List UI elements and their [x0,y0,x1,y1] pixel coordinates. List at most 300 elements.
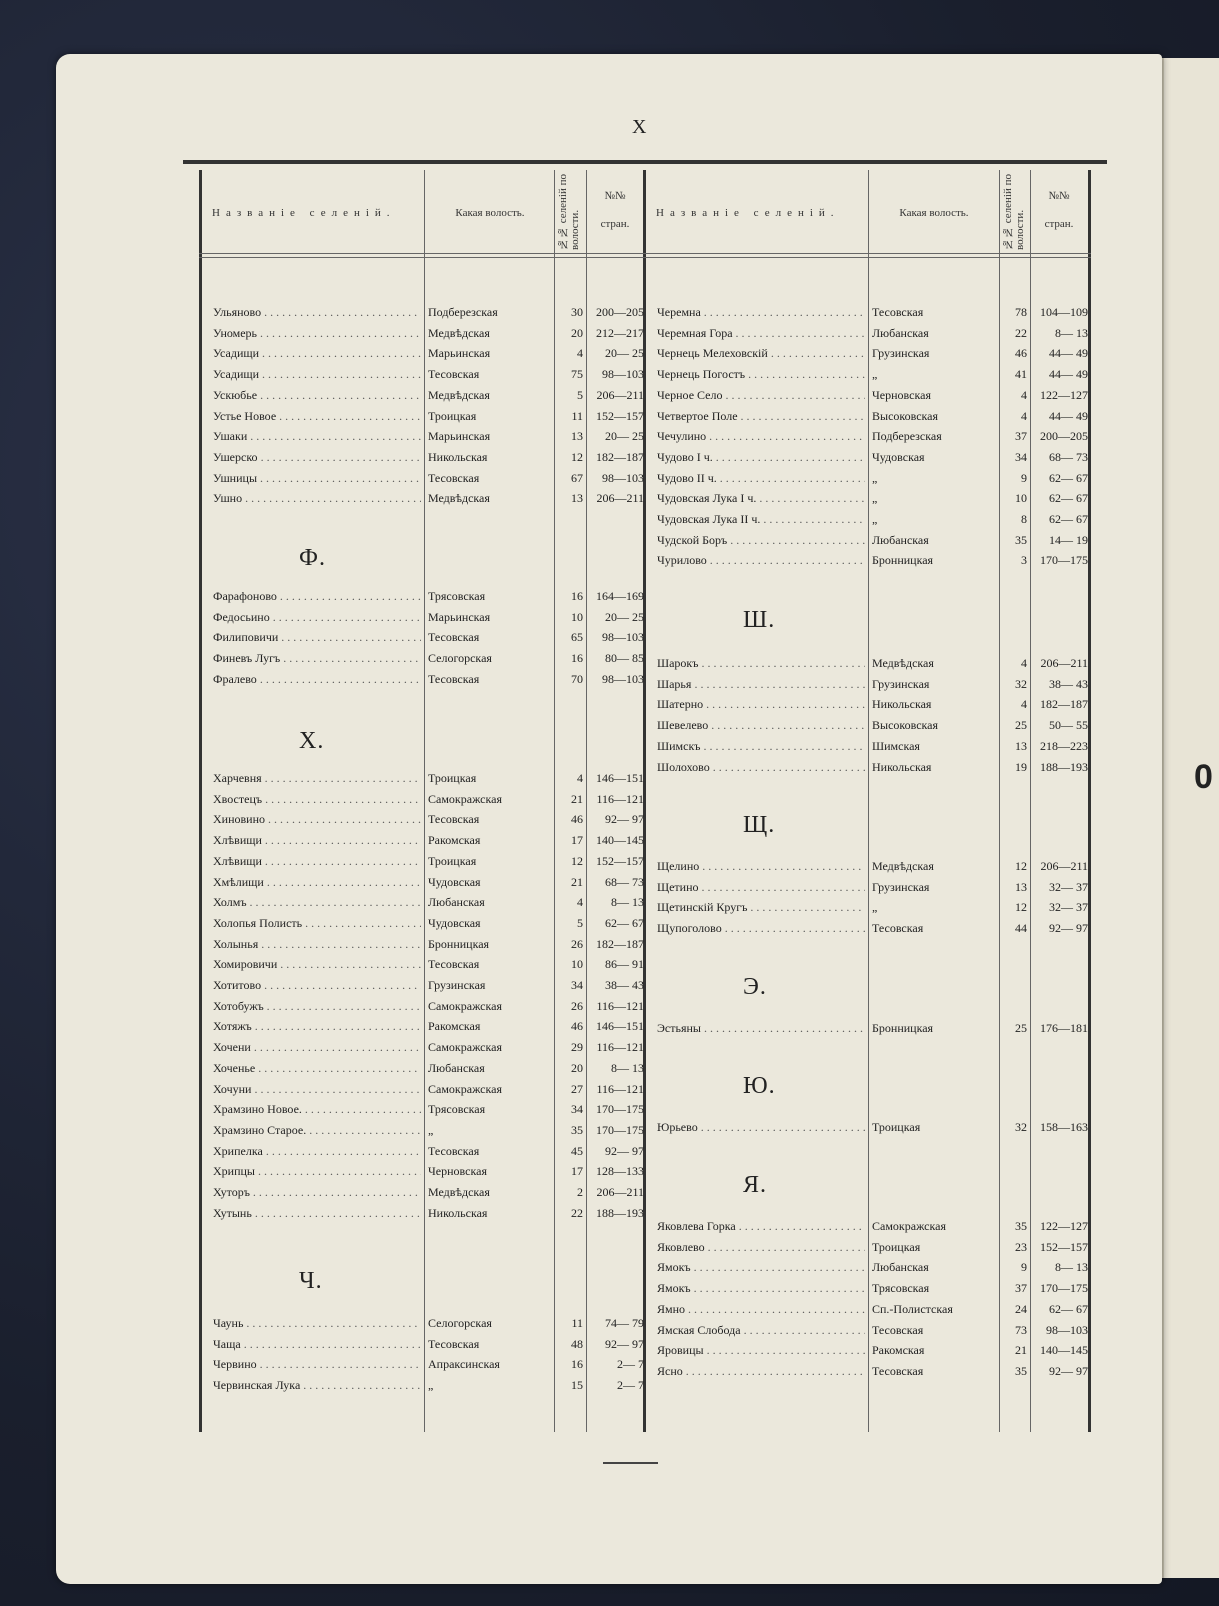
village-number: 3 [1021,553,1027,568]
village-number: 13 [571,429,583,444]
village-number: 12 [1015,900,1027,915]
page-number: X [632,116,648,138]
page-range: 116—121 [596,1081,644,1096]
volost-name: „ [872,491,878,506]
volost-name: Трясовская [428,1102,486,1117]
header-pages-bottom: стран. [600,218,630,230]
volost-name: Медвѣдская [428,325,490,340]
village-name: Чечулино . . . [657,426,865,446]
volost-name: Тесовская [428,957,480,972]
section-letter: Ч. [299,1268,323,1294]
village-name: Чаунь . . . [213,1313,421,1333]
village-name: Яковлева Горка . . . [657,1216,865,1236]
volost-name: Никольская [428,1205,488,1220]
village-name: Ямская Слобода . . . [657,1320,865,1340]
village-number: 4 [577,771,583,785]
village-number: 8 [1021,512,1027,526]
bottom-rule [603,1462,658,1464]
page-range: 20— 25 [605,429,644,444]
village-number: 4 [1021,387,1027,402]
village-number: 4 [577,895,583,910]
table-right-border [1088,170,1091,1432]
volost-name: Высоковская [872,718,939,733]
village-name: Хомировичи . . . [213,954,421,974]
village-name: Щетино . . . [657,877,865,897]
village-name: Чудово II ч. . . . [657,468,865,488]
village-name: Шимскъ . . . [657,736,865,756]
volost-name: Подберезская [872,429,942,444]
page-range: 122—127 [1040,1219,1088,1233]
volost-name: Троицкая [428,408,477,423]
volost-name: Любанская [872,325,929,340]
volost-name: Тесовская [428,630,480,645]
village-name: Хуторъ . . . [213,1182,421,1202]
volost-name: „ [428,1122,434,1137]
village-name: Черное Село . . . [657,385,865,405]
adjacent-page-edge [1162,58,1219,1578]
village-name: Хотобужъ . . . [213,996,421,1016]
page-range: 62— 67 [1049,512,1088,526]
village-number: 75 [571,367,583,382]
page-range: 182—187 [596,449,644,464]
village-number: 65 [571,630,583,645]
volost-name: Тесовская [428,367,480,382]
page-range: 20— 25 [605,609,644,624]
village-name: Яровицы . . . [657,1340,865,1360]
page-range: 98—103 [602,671,644,686]
page-range: 98—103 [602,470,644,485]
volost-name: Бронницкая [872,1021,934,1035]
page-range: 80— 85 [605,651,644,666]
page-range: 200—205 [596,305,644,319]
volost-name: Грузинская [872,879,930,894]
volost-name: Троицкая [872,1239,921,1254]
volost-name: Марьинская [428,429,491,444]
village-number: 45 [571,1143,583,1158]
village-name: Шевелево . . . [657,715,865,735]
volost-name: Тесовская [872,921,924,936]
village-name: Чернець Мелеховскій . . . [657,343,865,363]
page-range: 152—157 [596,853,644,868]
volost-name: Грузинская [872,346,930,361]
village-number: 22 [1015,325,1027,340]
volost-name: Тесовская [872,1363,924,1378]
volost-name: Марьинская [428,609,491,624]
village-name: Ушерско . . . [213,447,421,467]
village-name: Ускюбье . . . [213,385,421,405]
village-name: Филиповичи . . . [213,627,421,647]
page-range: 140—145 [596,833,644,848]
section-letter: Ф. [299,545,326,571]
page-range: 218—223 [1040,738,1088,753]
page-range: 8— 13 [611,895,644,910]
volost-name: Троицкая [428,853,477,868]
top-rule [183,160,1107,164]
village-number: 12 [1015,859,1027,873]
page-range: 140—145 [1040,1343,1088,1358]
village-number: 46 [571,812,583,827]
volost-name: Троицкая [428,771,477,785]
village-name: Хутынь . . . [213,1203,421,1223]
page-range: 200—205 [1040,429,1088,444]
village-number: 11 [571,1316,583,1330]
section-letter: Щ. [743,812,776,838]
village-name: Хрипелка . . . [213,1141,421,1161]
page-range: 164—169 [596,589,644,603]
village-number: 32 [1015,676,1027,691]
volost-name: Тесовская [872,305,924,319]
village-number: 21 [571,791,583,806]
volost-name: Самокражская [428,1081,502,1096]
village-number: 26 [571,936,583,951]
page-range: 128—133 [596,1164,644,1179]
volost-name: Тесовская [872,1322,924,1337]
page-range: 38— 43 [605,978,644,992]
page-range: 2— 7 [617,1357,644,1372]
volost-name: Грузинская [872,676,930,691]
header-pages-top: №№ [1048,190,1070,202]
page-range: 92— 97 [605,1143,644,1158]
section-letter: Ю. [743,1073,776,1099]
page-range: 170—175 [596,1102,644,1117]
village-name: Червинская Лука . . . [213,1375,421,1395]
village-number: 9 [1021,1260,1027,1275]
header-rule [199,257,1091,258]
header-volost: Какая волость. [899,207,969,219]
village-number: 32 [1015,1120,1027,1134]
header-pages-bottom: стран. [1044,218,1074,230]
village-number: 67 [571,470,583,485]
village-number: 17 [571,833,583,848]
village-number: 17 [571,1164,583,1179]
village-number: 20 [571,325,583,340]
volost-name: Медвѣдская [428,387,490,402]
page-range: 182—187 [1040,697,1088,712]
header-name: Названіе селеній. [656,207,840,219]
volost-name: Тесовская [428,1336,480,1351]
village-name: Ясно . . . [657,1361,865,1381]
section-letter: Я. [743,1172,768,1198]
volost-name: Самокражская [428,1040,502,1055]
volost-name: Бронницкая [428,936,490,951]
village-number: 35 [1015,1219,1027,1233]
village-name: Чудской Боръ . . . [657,530,865,550]
village-name: Червино . . . [213,1354,421,1374]
volost-name: Черновская [428,1164,487,1179]
page-range: 206—211 [596,491,644,506]
column-divider [586,170,587,1432]
village-name: Щетинскій Кругъ . . . [657,897,865,917]
header-volost: Какая волость. [455,207,525,219]
village-number: 4 [1021,697,1027,712]
page-range: 182—187 [596,936,644,951]
village-number: 41 [1015,367,1027,382]
village-number: 37 [1015,429,1027,444]
page-range: 158—163 [1040,1120,1088,1134]
village-number: 37 [1015,1281,1027,1296]
page-range: 74— 79 [605,1316,644,1330]
village-number: 35 [1015,532,1027,547]
volost-name: „ [872,470,878,485]
village-name: Чудово I ч. . . . [657,447,865,467]
village-number: 5 [577,915,583,930]
volost-name: Сп.-Полистская [872,1301,953,1316]
village-number: 20 [571,1060,583,1075]
village-name: Ульяново . . . [213,302,421,322]
village-name: Чурилово . . . [657,550,865,570]
village-name: Хотитово . . . [213,975,421,995]
village-number: 35 [571,1122,583,1137]
volost-name: Селогорская [428,651,492,666]
header-num: №№ селеній по волости. [1002,174,1026,250]
village-name: Храмзино Старое. . . . [213,1120,421,1140]
page-range: 206—211 [1040,859,1088,873]
village-number: 73 [1015,1322,1027,1337]
village-name: Четвертое Поле . . . [657,406,865,426]
volost-name: Селогорская [428,1316,492,1330]
village-number: 30 [571,305,583,319]
page-range: 92— 97 [1049,1363,1088,1378]
village-number: 16 [571,651,583,666]
village-name: Хочуни . . . [213,1079,421,1099]
village-name: Ушницы . . . [213,468,421,488]
village-number: 46 [571,1019,583,1034]
village-name: Шарокъ . . . [657,653,865,673]
page-range: 38— 43 [1049,676,1088,691]
page-range: 170—175 [596,1122,644,1137]
page-range: 206—211 [596,1185,644,1199]
page-range: 122—127 [1040,387,1088,402]
page-range: 104—109 [1040,305,1088,319]
volost-name: Тесовская [428,1143,480,1158]
page-range: 206—211 [596,387,644,402]
page-range: 8— 13 [611,1060,644,1075]
village-number: 48 [571,1336,583,1351]
page-range: 98—103 [602,367,644,382]
page-range: 176—181 [1040,1021,1088,1035]
page-range: 188—193 [596,1205,644,1220]
volost-name: Никольская [872,697,932,712]
village-number: 78 [1015,305,1027,319]
village-number: 21 [571,874,583,889]
volost-name: Трясовская [872,1281,930,1296]
volost-name: Черновская [872,387,931,402]
volost-name: Никольская [872,759,932,774]
village-number: 13 [1015,738,1027,753]
village-number: 24 [1015,1301,1027,1316]
table-left-border [199,170,202,1432]
volost-name: Апраксинская [428,1357,500,1372]
village-name: Шолохово . . . [657,757,865,777]
page-range: 14— 19 [1049,532,1088,547]
village-name: Финевъ Лугъ . . . [213,648,421,668]
header-rule [199,253,1091,254]
village-name: Хоченье . . . [213,1058,421,1078]
village-number: 70 [571,671,583,686]
village-name: Хлѣвищи . . . [213,851,421,871]
village-name: Чудовская Лука I ч. . . . [657,488,865,508]
page-range: 8— 13 [1055,1260,1088,1275]
village-name: Хмѣлищи . . . [213,872,421,892]
volost-name: Тесовская [428,671,480,686]
adjacent-page-fragment: 0 [1194,758,1213,796]
village-name: Ушаки . . . [213,426,421,446]
volost-name: Марьинская [428,346,491,361]
page-range: 62— 67 [1049,470,1088,485]
village-name: Черемна . . . [657,302,865,322]
village-name: Ямно . . . [657,1299,865,1319]
page-range: 188—193 [1040,759,1088,774]
page-range: 116—121 [596,1040,644,1055]
village-number: 4 [577,346,583,361]
volost-name: Тесовская [428,812,480,827]
village-number: 35 [1015,1363,1027,1378]
village-number: 25 [1015,718,1027,733]
volost-name: Чудовская [428,915,481,930]
village-name: Чаща . . . [213,1334,421,1354]
village-number: 13 [1015,879,1027,894]
page-range: 98—103 [602,630,644,645]
village-number: 5 [577,387,583,402]
village-name: Шатерно . . . [657,694,865,714]
column-divider [868,170,869,1432]
village-number: 29 [571,1040,583,1055]
volost-name: Самокражская [428,998,502,1013]
village-name: Уномерь . . . [213,323,421,343]
page-range: 92— 97 [605,812,644,827]
page-range: 62— 67 [1049,491,1088,506]
village-name: Шарья . . . [657,674,865,694]
village-number: 34 [571,1102,583,1117]
village-number: 13 [571,491,583,506]
village-name: Ямокъ . . . [657,1257,865,1277]
village-name: Яковлево . . . [657,1237,865,1257]
village-name: Хлѣвищи . . . [213,830,421,850]
volost-name: Медвѣдская [428,491,490,506]
page-range: 98—103 [1046,1322,1088,1337]
village-number: 23 [1015,1239,1027,1254]
page-range: 170—175 [1040,553,1088,568]
header-pages-top: №№ [604,190,626,202]
village-name: Фарафоново . . . [213,586,421,606]
village-number: 19 [1015,759,1027,774]
village-number: 27 [571,1081,583,1096]
page-range: 146—151 [596,771,644,785]
page-range: 206—211 [1040,656,1088,670]
village-number: 22 [571,1205,583,1220]
village-number: 12 [571,449,583,464]
village-number: 11 [571,408,583,423]
column-divider [424,170,425,1432]
village-name: Федосьино . . . [213,607,421,627]
village-number: 4 [1021,656,1027,670]
village-name: Хвостецъ . . . [213,789,421,809]
header-num: №№ селеній по волости. [557,174,581,250]
village-name: Черемная Гора . . . [657,323,865,343]
page-range: 20— 25 [605,346,644,361]
volost-name: Троицкая [872,1120,921,1134]
header-name: Названіе селеній. [212,207,396,219]
page-range: 146—151 [596,1019,644,1034]
volost-name: Любанская [872,532,929,547]
village-name: Эстьяны . . . [657,1018,865,1038]
village-name: Ушно . . . [213,488,421,508]
village-number: 26 [571,998,583,1013]
village-number: 9 [1021,470,1027,485]
page-range: 92— 97 [1049,921,1088,936]
page-range: 2— 7 [617,1378,644,1393]
village-number: 10 [1015,491,1027,506]
page-range: 44— 49 [1049,367,1088,382]
page-range: 32— 37 [1049,879,1088,894]
village-number: 44 [1015,921,1027,936]
volost-name: Медвѣдская [872,859,934,873]
page-range: 50— 55 [1049,718,1088,733]
village-name: Ямокъ . . . [657,1278,865,1298]
village-number: 21 [1015,1343,1027,1358]
village-name: Холопья Полисть . . . [213,913,421,933]
village-name: Хрипцы . . . [213,1161,421,1181]
section-letter: Ш. [743,607,776,633]
section-letter: Э. [743,974,767,1000]
village-name: Хочени . . . [213,1037,421,1057]
page-range: 68— 73 [1049,449,1088,464]
village-name: Холмъ . . . [213,892,421,912]
village-number: 34 [571,978,583,992]
page-range: 92— 97 [605,1336,644,1351]
village-number: 16 [571,1357,583,1372]
volost-name: Самокражская [428,791,502,806]
village-name: Усадищи . . . [213,343,421,363]
village-name: Хиновино . . . [213,809,421,829]
volost-name: Никольская [428,449,488,464]
village-number: 25 [1015,1021,1027,1035]
volost-name: Бронницкая [872,553,934,568]
volost-name: „ [872,512,878,526]
village-name: Чудовская Лука II ч. . . . [657,509,865,529]
village-name: Юрьево . . . [657,1117,865,1137]
volost-name: Медвѣдская [872,656,934,670]
volost-name: Ракомская [428,833,481,848]
page-range: 62— 67 [605,915,644,930]
page-range: 8— 13 [1055,325,1088,340]
volost-name: Высоковская [872,408,939,423]
page-range: 86— 91 [605,957,644,972]
volost-name: Шимская [872,738,920,753]
village-number: 4 [1021,408,1027,423]
volost-name: Подберезская [428,305,498,319]
volost-name: „ [428,1378,434,1393]
volost-name: Грузинская [428,978,486,992]
village-number: 16 [571,589,583,603]
village-name: Щелино . . . [657,856,865,876]
volost-name: Ракомская [428,1019,481,1034]
page-range: 170—175 [1040,1281,1088,1296]
village-name: Хотяжъ . . . [213,1016,421,1036]
village-number: 15 [571,1378,583,1393]
page-range: 32— 37 [1049,900,1088,915]
village-name: Усадищи . . . [213,364,421,384]
village-name: Храмзино Новое. . . . [213,1099,421,1119]
village-name: Устье Новое . . . [213,406,421,426]
page-range: 116—121 [596,998,644,1013]
volost-name: „ [872,367,878,382]
village-name: Чернець Погостъ . . . [657,364,865,384]
volost-name: Тесовская [428,470,480,485]
volost-name: Чудовская [428,874,481,889]
page-range: 44— 49 [1049,346,1088,361]
volost-name: Любанская [428,1060,485,1075]
